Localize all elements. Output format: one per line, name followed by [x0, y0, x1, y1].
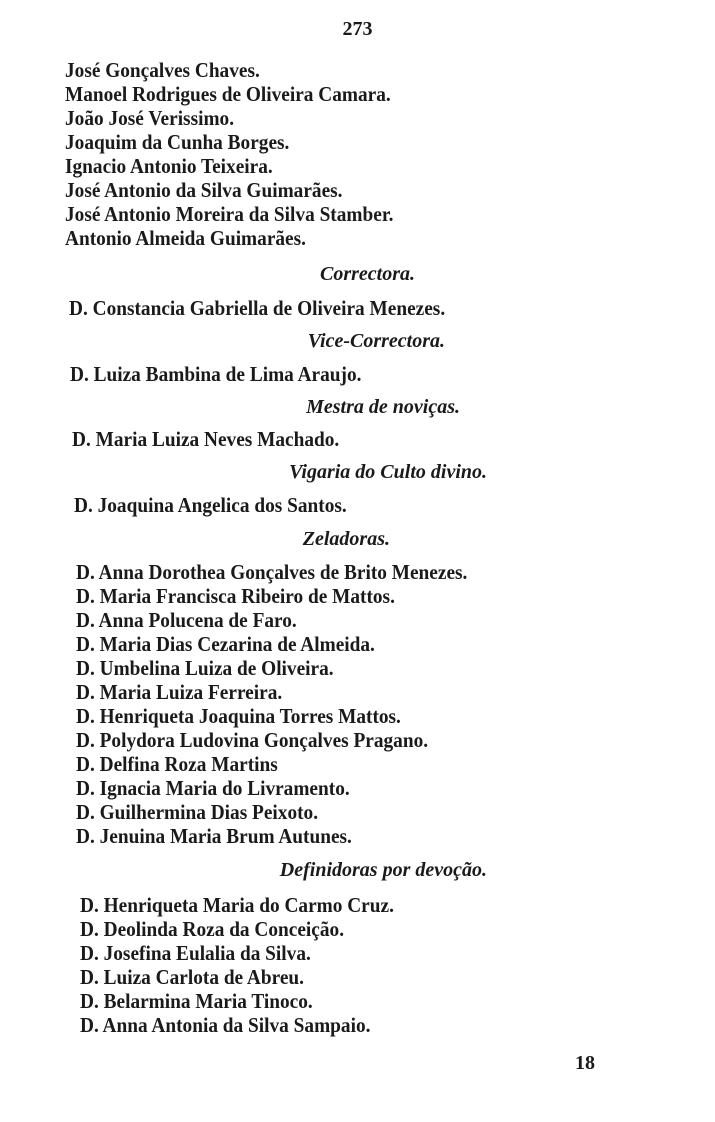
list-item: D. Maria Luiza Ferreira.	[76, 680, 283, 704]
list-item: Manoel Rodrigues de Oliveira Camara.	[65, 82, 391, 106]
section-heading-correctora: Correctora.	[320, 263, 415, 285]
list-item: D. Ignacia Maria do Livramento.	[76, 776, 350, 800]
list-item: D. Anna Dorothea Gonçalves de Brito Menezes.	[76, 560, 468, 584]
list-item: D. Guilhermina Dias Peixoto.	[76, 800, 319, 824]
section-heading-vice-correctora: Vice-Correctora.	[307, 330, 445, 352]
list-item: D. Maria Dias Cezarina de Almeida.	[76, 632, 375, 656]
list-item: José Antonio da Silva Guimarães.	[65, 178, 343, 202]
section-heading-mestra: Mestra de noviças.	[306, 396, 460, 418]
list-item: Ignacio Antonio Teixeira.	[65, 154, 273, 178]
list-item: Joaquim da Cunha Borges.	[65, 130, 290, 154]
section-heading-vigaria: Vigaria do Culto divino.	[289, 461, 487, 483]
list-item: D. Luiza Carlota de Abreu.	[80, 965, 304, 989]
list-item: João José Verissimo.	[65, 106, 235, 130]
list-item: D. Joaquina Angelica dos Santos.	[74, 493, 347, 517]
list-item: D. Delfina Roza Martins	[76, 752, 278, 776]
list-item: D. Luiza Bambina de Lima Araujo.	[70, 362, 362, 386]
page-number: 273	[342, 18, 373, 40]
list-item: D. Polydora Ludovina Gonçalves Pragano.	[76, 728, 429, 752]
list-item: D. Josefina Eulalia da Silva.	[80, 941, 311, 965]
list-item: José Antonio Moreira da Silva Stamber.	[65, 202, 394, 226]
list-item: D. Henriqueta Joaquina Torres Mattos.	[76, 704, 401, 728]
list-item: D. Maria Luiza Neves Machado.	[72, 427, 340, 451]
list-item: Antonio Almeida Guimarães.	[65, 226, 306, 250]
signature-mark: 18	[575, 1052, 595, 1074]
list-item: José Gonçalves Chaves.	[65, 58, 260, 82]
list-item: D. Jenuina Maria Brum Autunes.	[76, 824, 352, 848]
list-item: D. Umbelina Luiza de Oliveira.	[76, 656, 334, 680]
list-item: D. Anna Polucena de Faro.	[76, 608, 297, 632]
list-item: D. Maria Francisca Ribeiro de Mattos.	[76, 584, 395, 608]
list-item: D. Belarmina Maria Tinoco.	[80, 989, 313, 1013]
section-heading-zeladoras: Zeladoras.	[302, 528, 390, 550]
list-item: D. Deolinda Roza da Conceição.	[80, 917, 345, 941]
list-item: D. Constancia Gabriella de Oliveira Menezes.	[69, 296, 446, 320]
section-heading-definidoras: Definidoras por devoção.	[279, 859, 487, 881]
list-item: D. Anna Antonia da Silva Sampaio.	[80, 1013, 371, 1037]
list-item: D. Henriqueta Maria do Carmo Cruz.	[80, 893, 394, 917]
